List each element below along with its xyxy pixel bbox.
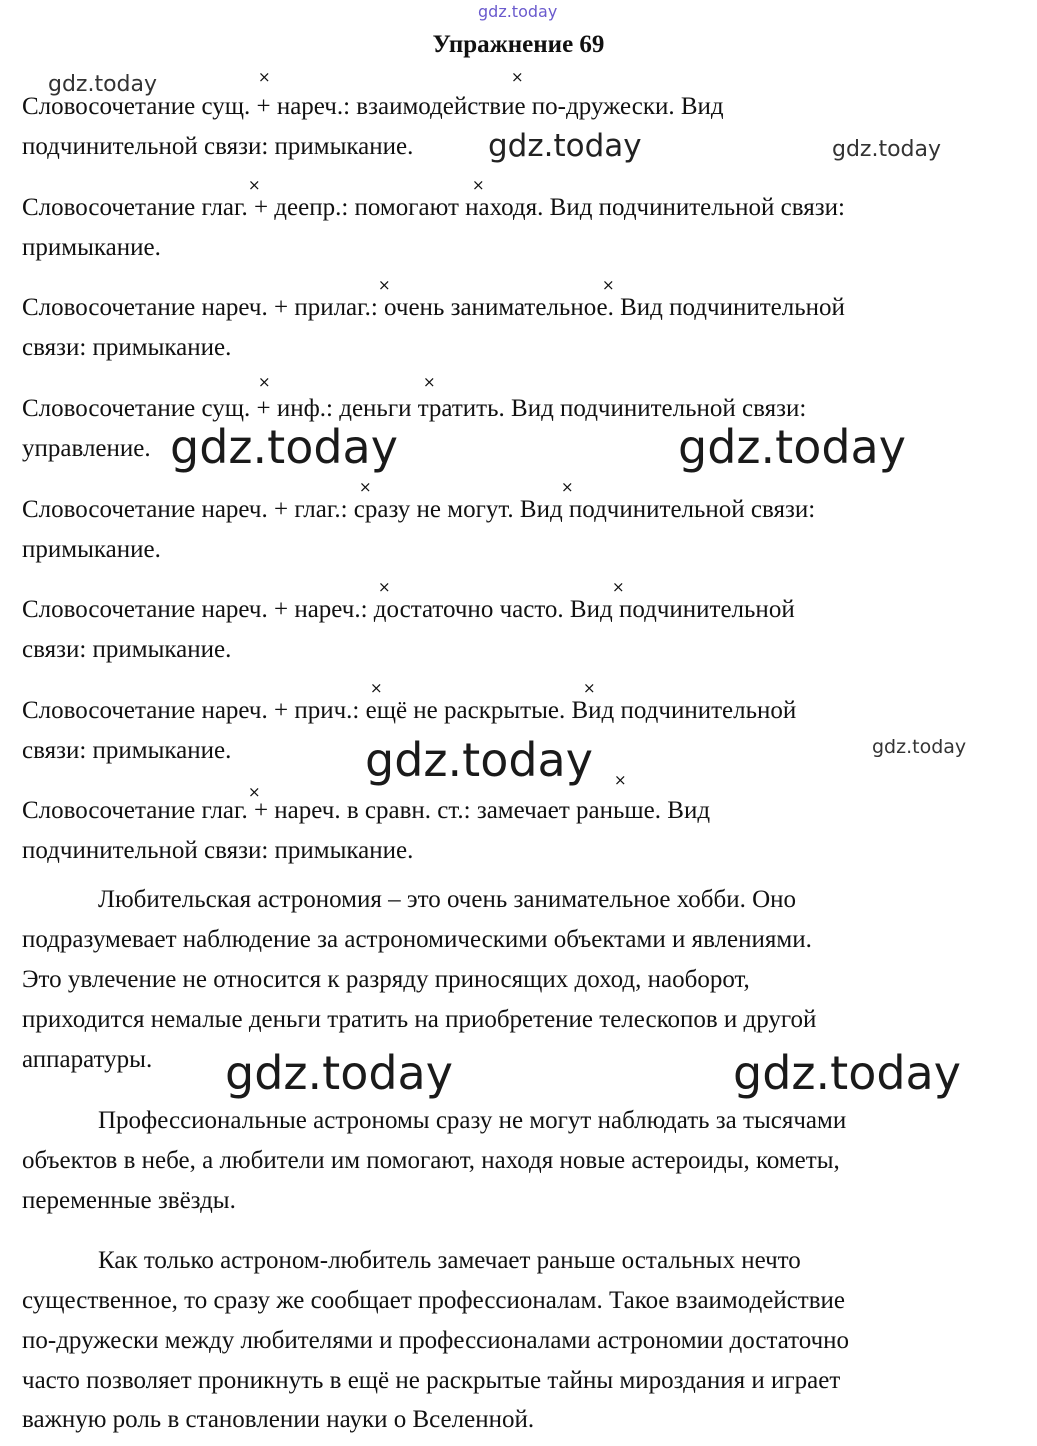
cross-mark: ×: [612, 578, 625, 596]
watermark: gdz.today: [832, 137, 942, 162]
text-line: примыкание.: [22, 234, 161, 261]
text-line: Любительская астрономия – это очень занимательное хобби. Оно: [98, 886, 797, 913]
text-line: важную роль в становлении науки о Вселенной.: [22, 1406, 535, 1433]
text-line: Словосочетание сущ. + инф.: деньги тратить. Вид подчинительной связи:: [22, 395, 807, 422]
text-line: связи: примыкание.: [22, 334, 232, 361]
cross-mark: ×: [583, 679, 596, 697]
text-line: существенное, то сразу же сообщает профессионалам. Такое взаимодействие: [22, 1287, 846, 1314]
cross-mark: ×: [248, 176, 261, 194]
text-line: управление.: [22, 435, 151, 462]
text-line: приходится немалые деньги тратить на приобретение телескопов и другой: [22, 1006, 817, 1033]
cross-mark: ×: [511, 68, 524, 86]
text-line: аппаратуры.: [22, 1046, 153, 1073]
cross-mark: ×: [602, 276, 615, 294]
text-line: подразумевает наблюдение за астрономическими объектами и явлениями.: [22, 926, 812, 953]
text-line: связи: примыкание.: [22, 636, 232, 663]
watermark: gdz.today: [170, 420, 398, 474]
text-line: переменные звёзды.: [22, 1187, 236, 1214]
watermark: gdz.today: [488, 128, 642, 164]
cross-mark: ×: [378, 578, 391, 596]
text-line: Словосочетание глаг. + нареч. в сравн. ст.: замечает раньше. Вид: [22, 797, 711, 824]
watermark: gdz.today: [733, 1046, 961, 1100]
page-title: Упражнение 69: [432, 31, 605, 58]
text-line: подчинительной связи: примыкание.: [22, 837, 414, 864]
text-line: Это увлечение не относится к разряду приносящих доход, наоборот,: [22, 966, 750, 993]
cross-mark: ×: [258, 68, 271, 86]
cross-mark: ×: [248, 783, 261, 801]
watermark: gdz.today: [48, 72, 158, 97]
cross-mark: ×: [423, 373, 436, 391]
text-line: объектов в небе, а любители им помогают, находя новые астероиды, кометы,: [22, 1147, 840, 1174]
watermark: gdz.today: [225, 1046, 453, 1100]
cross-mark: ×: [472, 176, 485, 194]
cross-mark: ×: [378, 276, 391, 294]
cross-mark: ×: [561, 478, 574, 496]
text-line: связи: примыкание.: [22, 737, 232, 764]
text-line: по-дружески между любителями и профессионалами астрономии достаточно: [22, 1327, 850, 1354]
text-line: Словосочетание сущ. + нареч.: взаимодействие по-дружески. Вид: [22, 93, 724, 120]
text-line: Словосочетание глаг. + деепр.: помогают находя. Вид подчинительной связи:: [22, 194, 845, 221]
cross-mark: ×: [614, 771, 627, 789]
cross-mark: ×: [359, 478, 372, 496]
watermark: gdz.today: [678, 420, 906, 474]
cross-mark: ×: [370, 679, 383, 697]
text-line: подчинительной связи: примыкание.: [22, 133, 414, 160]
text-line: примыкание.: [22, 536, 161, 563]
text-line: Как только астроном-любитель замечает раньше остальных нечто: [98, 1247, 801, 1274]
watermark: gdz.today: [872, 736, 967, 758]
text-line: часто позволяет проникнуть в ещё не раскрытые тайны мироздания и играет: [22, 1367, 841, 1394]
watermark: gdz.today: [365, 733, 593, 787]
watermark-top: gdz.today: [478, 2, 558, 21]
cross-mark: ×: [258, 373, 271, 391]
text-line: Словосочетание нареч. + прич.: ещё не раскрытые. Вид подчинительной: [22, 697, 797, 724]
text-line: Словосочетание нареч. + нареч.: достаточно часто. Вид подчинительной: [22, 596, 795, 623]
text-line: Словосочетание нареч. + глаг.: сразу не могут. Вид подчинительной связи:: [22, 496, 816, 523]
text-line: Словосочетание нареч. + прилаг.: очень занимательное. Вид подчинительной: [22, 294, 845, 321]
text-line: Профессиональные астрономы сразу не могут наблюдать за тысячами: [98, 1107, 847, 1134]
